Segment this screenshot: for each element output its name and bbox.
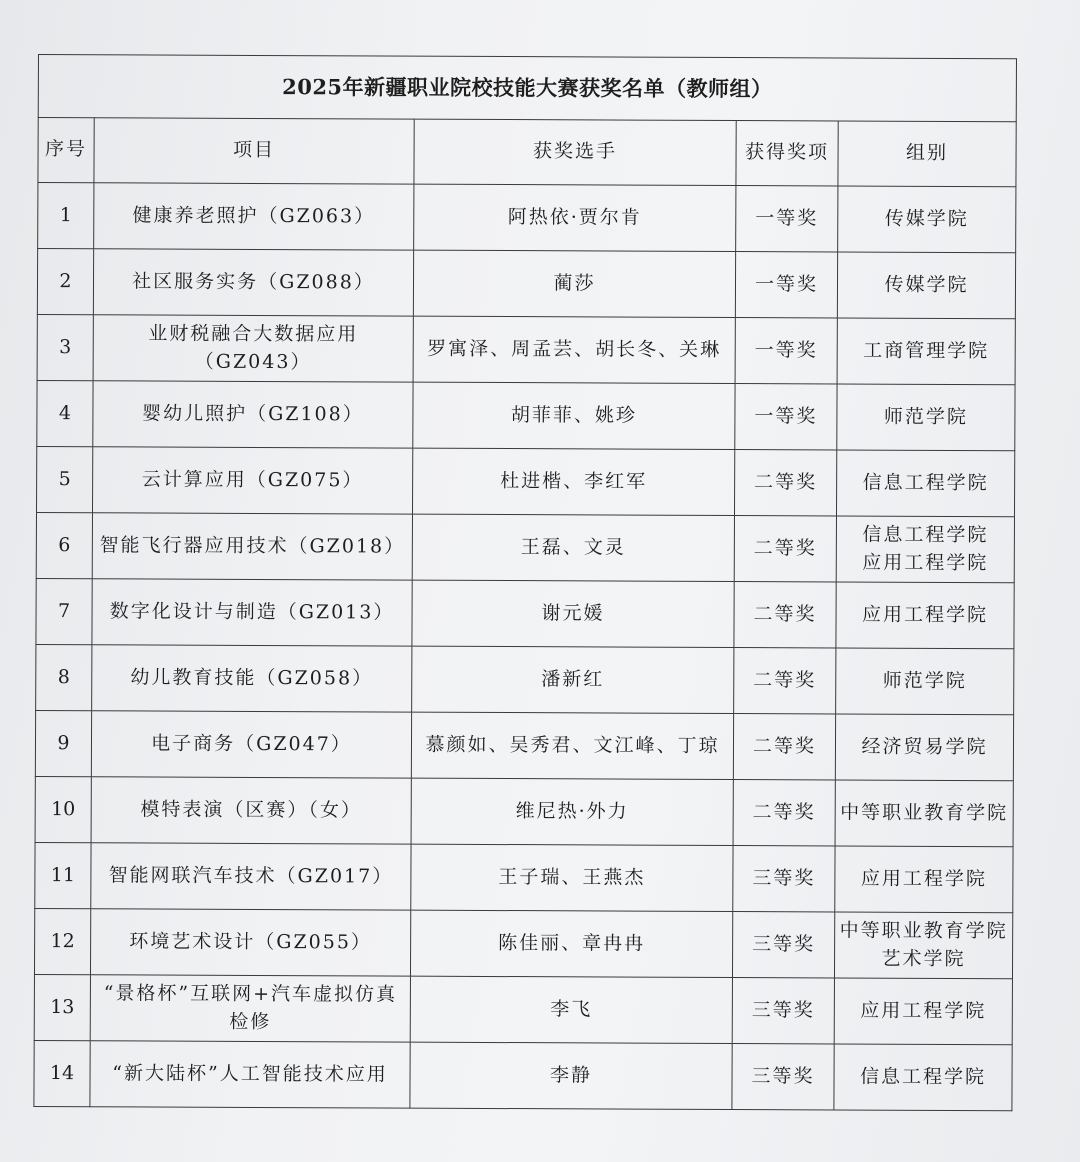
table-row	[36, 644, 1014, 714]
cell-award: 二等奖	[734, 516, 836, 582]
cell-award: 三等奖	[732, 978, 834, 1044]
cell-winners: 谢元媛	[412, 580, 734, 647]
table-row	[37, 380, 1015, 450]
header-winners: 获奖选手	[414, 119, 736, 185]
cell-winners: 陈佳丽、章冉冉	[410, 910, 732, 977]
cell-project: 电子商务（GZ047）	[91, 711, 411, 778]
cell-winners: 李飞	[410, 976, 732, 1043]
cell-no: 12	[34, 908, 90, 974]
table-row	[38, 183, 1016, 253]
table-title: 2025年新疆职业院校技能大赛获奖名单（教师组）	[38, 55, 1016, 122]
cell-group: 信息工程学院	[836, 450, 1014, 517]
cell-group: 应用工程学院	[835, 846, 1013, 913]
table-row	[36, 512, 1014, 582]
cell-no: 14	[34, 1040, 90, 1106]
cell-winners: 蔺莎	[413, 250, 735, 317]
table-row	[36, 578, 1014, 648]
cell-winners: 李静	[410, 1042, 732, 1109]
cell-group: 工商管理学院	[837, 318, 1015, 385]
award-table	[33, 54, 1017, 1111]
cell-winners: 杜进楷、李红军	[412, 448, 734, 515]
cell-group: 中等职业教育学院	[835, 780, 1013, 847]
cell-project: 幼儿教育技能（GZ058）	[92, 645, 412, 712]
cell-group: 中等职业教育学院 艺术学院	[834, 912, 1012, 979]
table-row	[35, 842, 1013, 912]
table-row	[37, 249, 1015, 319]
cell-no: 1	[38, 183, 94, 249]
cell-winners: 罗寓泽、周孟芸、胡长冬、关琳	[413, 316, 735, 383]
cell-project: 云计算应用（GZ075）	[92, 447, 412, 514]
cell-project: 数字化设计与制造（GZ013）	[92, 579, 412, 646]
cell-winners: 维尼热·外力	[411, 778, 733, 845]
cell-project: 智能网联汽车技术（GZ017）	[91, 843, 411, 910]
cell-project: 健康养老照护（GZ063）	[94, 183, 414, 250]
header-award: 获得奖项	[736, 121, 838, 186]
cell-project: 环境艺术设计（GZ055）	[90, 909, 410, 976]
cell-project: “景格杯”互联网+汽车虚拟仿真检修	[90, 975, 410, 1042]
cell-no: 2	[37, 249, 93, 315]
header-row	[38, 118, 1016, 187]
cell-award: 三等奖	[732, 912, 834, 978]
table-row	[34, 1040, 1012, 1110]
cell-project: 业财税融合大数据应用（GZ043）	[93, 315, 413, 382]
cell-project: 智能飞行器应用技术（GZ018）	[92, 513, 412, 580]
cell-group: 应用工程学院	[836, 582, 1014, 649]
cell-no: 11	[35, 842, 91, 908]
cell-winners: 王子瑞、王燕杰	[411, 844, 733, 911]
cell-project: 婴幼儿照护（GZ108）	[93, 381, 413, 448]
cell-winners: 胡菲菲、姚珍	[413, 382, 735, 449]
cell-award: 一等奖	[736, 186, 838, 252]
header-group: 组别	[838, 121, 1016, 187]
cell-no: 9	[35, 710, 91, 776]
cell-no: 5	[36, 446, 92, 512]
cell-group: 应用工程学院	[834, 978, 1012, 1045]
cell-award: 二等奖	[734, 582, 836, 648]
cell-award: 一等奖	[735, 384, 837, 450]
cell-no: 10	[35, 776, 91, 842]
cell-group: 传媒学院	[838, 186, 1016, 253]
cell-project: 模特表演（区赛）（女）	[91, 777, 411, 844]
cell-no: 6	[36, 512, 92, 578]
cell-award: 二等奖	[734, 648, 836, 714]
header-no: 序号	[38, 118, 94, 183]
cell-award: 三等奖	[732, 1044, 834, 1110]
cell-winners: 潘新红	[412, 646, 734, 713]
table-row	[35, 776, 1013, 846]
cell-no: 7	[36, 578, 92, 644]
cell-award: 二等奖	[733, 714, 835, 780]
cell-no: 3	[37, 314, 93, 380]
cell-group: 师范学院	[836, 648, 1014, 715]
cell-winners: 阿热依·贾尔肯	[414, 184, 736, 251]
cell-no: 8	[36, 644, 92, 710]
table-row	[34, 908, 1012, 978]
cell-winners: 王磊、文灵	[412, 514, 734, 581]
cell-award: 三等奖	[733, 846, 835, 912]
cell-project: “新大陆杯”人工智能技术应用	[90, 1041, 410, 1108]
cell-group: 经济贸易学院	[835, 714, 1013, 781]
award-sheet	[33, 54, 1030, 1136]
table-row	[34, 974, 1012, 1044]
header-project: 项目	[94, 118, 414, 184]
cell-award: 一等奖	[735, 252, 837, 318]
cell-group: 师范学院	[837, 384, 1015, 451]
table-row	[36, 446, 1014, 516]
cell-no: 4	[37, 380, 93, 446]
cell-award: 二等奖	[734, 450, 836, 516]
table-row	[35, 710, 1013, 780]
cell-group: 信息工程学院 应用工程学院	[836, 516, 1014, 583]
cell-no: 13	[34, 974, 90, 1040]
cell-project: 社区服务实务（GZ088）	[93, 249, 413, 316]
cell-group: 信息工程学院	[834, 1044, 1012, 1111]
table-row	[37, 314, 1015, 384]
cell-winners: 慕颜如、吴秀君、文江峰、丁琼	[411, 712, 733, 779]
cell-group: 传媒学院	[837, 252, 1015, 319]
cell-award: 一等奖	[735, 318, 837, 384]
cell-award: 二等奖	[733, 780, 835, 846]
